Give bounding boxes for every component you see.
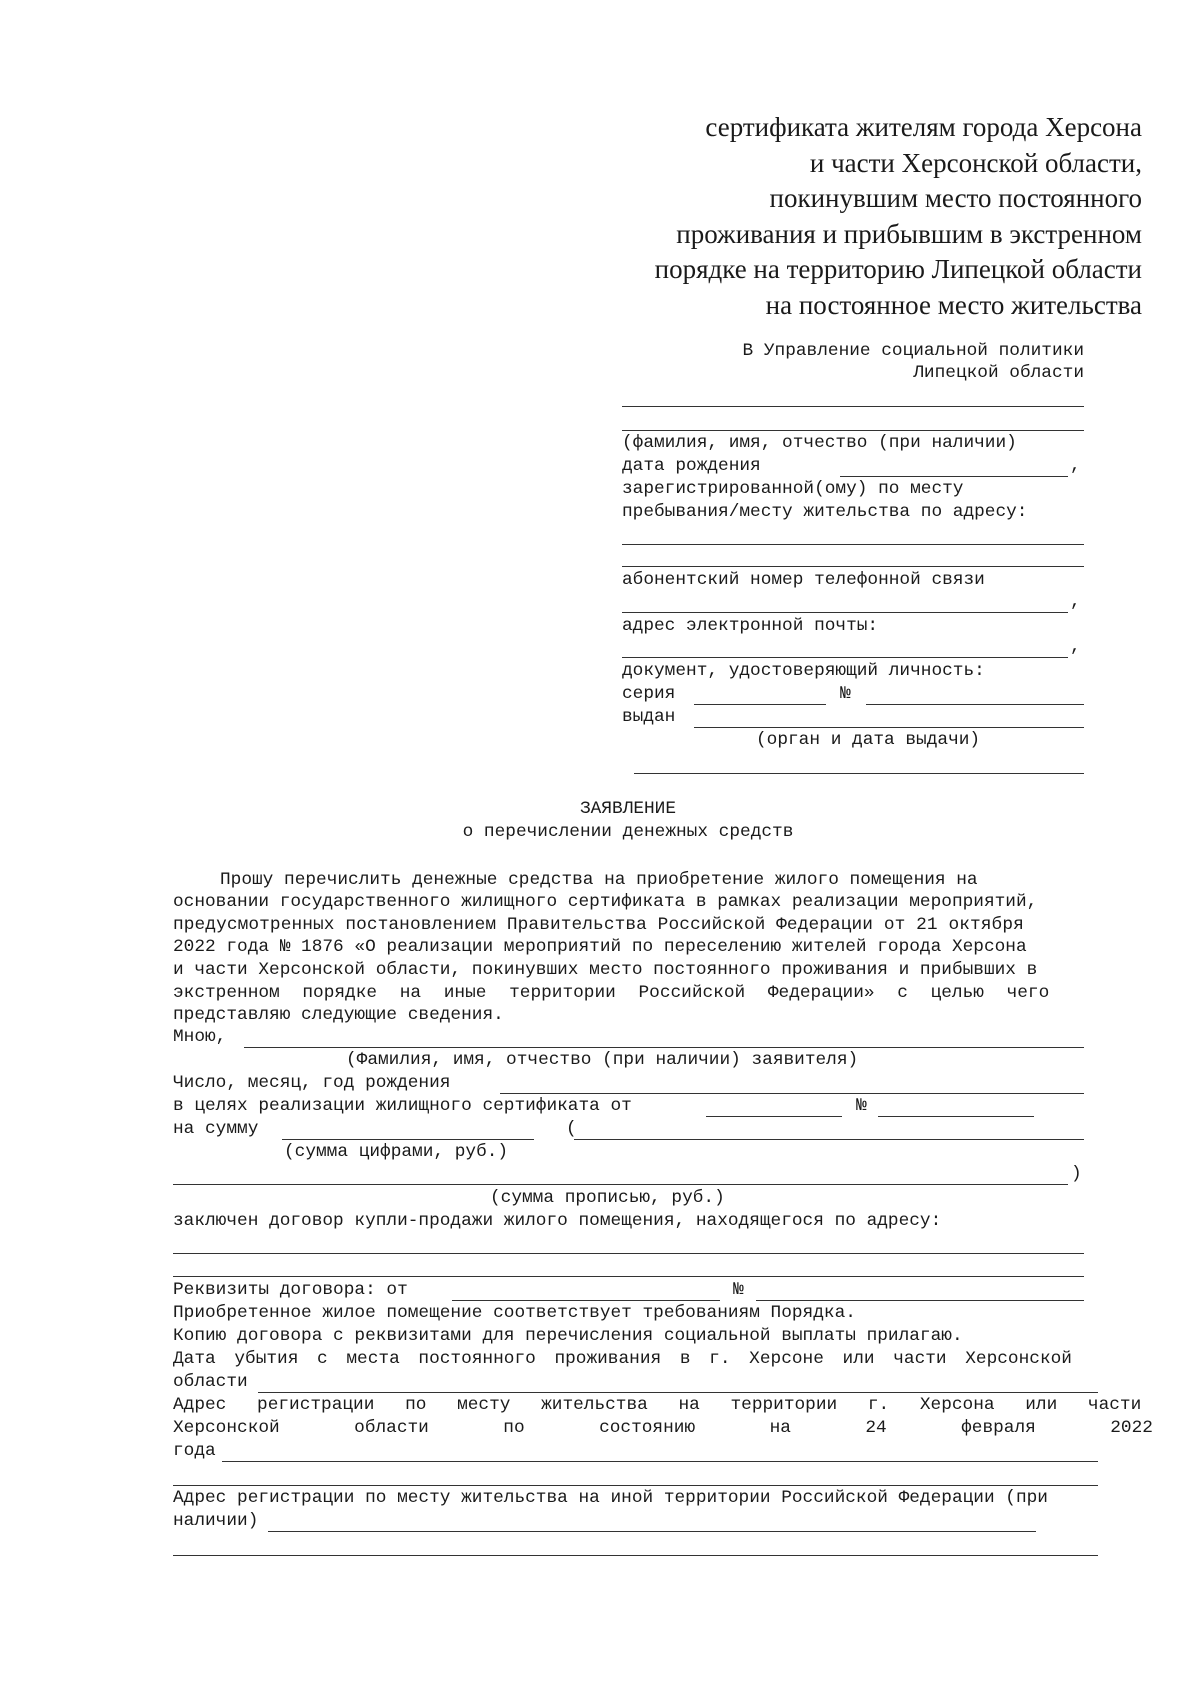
dob-label-2: Число, месяц, год рождения <box>173 1073 451 1093</box>
paragraph-line: Прошу перечислить денежные средства на приобретение жилого помещения на <box>220 870 978 890</box>
reg-other-line-2: наличии) <box>173 1511 259 1531</box>
reg-kherson-line-1: Адрес регистрации по месту жительства на территории г. Херсона или части <box>173 1395 1142 1415</box>
email-label: адрес электронной почты: <box>622 616 879 636</box>
reg-other-line-1: Адрес регистрации по месту жительства на иной территории Российской Федерации (при <box>173 1488 1048 1508</box>
departure-line-2: области <box>173 1372 248 1392</box>
contract-date-field[interactable] <box>452 1300 720 1301</box>
sum-digits-field[interactable] <box>282 1139 534 1140</box>
addressee-line-2: Липецкой области <box>913 363 1084 383</box>
document-subtitle: о перечислении денежных средств <box>462 822 794 842</box>
number-sign: № <box>840 684 851 704</box>
document-title: ЗАЯВЛЕНИЕ <box>579 799 677 819</box>
sum-label: на сумму <box>173 1119 259 1139</box>
sum-digits-hint: (сумма цифрами, руб.) <box>284 1142 509 1162</box>
registered-label: зарегистрированной(ому) по месту <box>622 479 964 499</box>
cert-number-field[interactable] <box>878 1116 1034 1117</box>
reg-kherson-field[interactable] <box>222 1461 1098 1462</box>
contract-address-line-2[interactable] <box>173 1276 1084 1277</box>
number-field[interactable] <box>866 704 1084 705</box>
paragraph-line: и части Херсонской области, покинувших место постоянного проживания и прибывших в <box>173 960 1038 980</box>
paragraph-line: основании государственного жилищного сертификата в рамках реализации мероприятий, <box>173 892 1038 912</box>
mnoyu-label: Мною, <box>173 1027 227 1047</box>
fio-line-2[interactable] <box>622 430 1084 431</box>
phone-label: абонентский номер телефонной связи <box>622 570 985 590</box>
word: состоянию <box>599 1418 696 1438</box>
paragraph-line: представляю следующие сведения. <box>173 1005 504 1025</box>
header-line: и части Херсонской области, <box>809 147 1142 178</box>
email-field[interactable] <box>622 657 1068 658</box>
paragraph-line: экстренном порядке на иные территории Российской Федерации» с целью чего <box>173 983 1050 1003</box>
document-header <box>522 110 1142 323</box>
fio-line-1[interactable] <box>622 406 1084 407</box>
series-label: серия <box>622 684 676 704</box>
sum-words-field[interactable] <box>574 1139 1084 1140</box>
word: февраля <box>961 1418 1036 1438</box>
number-sign: № <box>733 1280 744 1300</box>
sum-words-field-2[interactable] <box>173 1184 1068 1185</box>
complies-text: Приобретенное жилое помещение соответствует требованиям Порядка. <box>173 1303 856 1323</box>
contract-number-field[interactable] <box>756 1300 1084 1301</box>
departure-field[interactable] <box>258 1392 1098 1393</box>
reg-other-field-2[interactable] <box>173 1555 1098 1556</box>
fio-hint: (фамилия, имя, отчество (при наличии) <box>622 433 1017 453</box>
departure-line-1: Дата убытия с места постоянного проживания в г. Херсоне или части Херсонской <box>173 1349 1072 1369</box>
dob-label: дата рождения <box>622 456 761 476</box>
dob-field[interactable] <box>840 476 1068 477</box>
stay-label: пребывания/месту жительства по адресу: <box>622 502 1028 522</box>
word: Херсонской <box>173 1418 280 1438</box>
reg-kherson-line-2 <box>173 1417 1153 1439</box>
address-line-1[interactable] <box>622 544 1084 545</box>
header-line: на постоянное место жительства <box>765 289 1142 320</box>
id-doc-label: документ, удостоверяющий личность: <box>622 661 985 681</box>
dob-field-2[interactable] <box>500 1093 1084 1094</box>
cert-date-field[interactable] <box>706 1116 842 1117</box>
issued-field-2[interactable] <box>634 773 1084 774</box>
applicant-field[interactable] <box>244 1047 1084 1048</box>
word: 2022 <box>1110 1418 1153 1438</box>
issued-label: выдан <box>622 707 676 727</box>
contract-address-label: заключен договор купли-продажи жилого помещения, находящегося по адресу: <box>173 1211 942 1231</box>
contract-address-line-1[interactable] <box>173 1253 1084 1254</box>
paragraph-line: предусмотренных постановлением Правительства Российской Федерации от 21 октября <box>173 915 1024 935</box>
applicant-hint: (Фамилия, имя, отчество (при наличии) заявителя) <box>346 1050 859 1070</box>
address-line-2[interactable] <box>622 566 1084 567</box>
issued-field[interactable] <box>694 727 1084 728</box>
comma: , <box>1070 637 1081 657</box>
phone-field[interactable] <box>622 612 1068 613</box>
comma: , <box>1070 592 1081 612</box>
word: на <box>769 1418 791 1438</box>
addressee-line-1: В Управление социальной политики <box>742 341 1084 361</box>
series-field[interactable] <box>694 704 826 705</box>
header-line: проживания и прибывшим в экстренном <box>676 218 1142 249</box>
word: по <box>503 1418 525 1438</box>
header-line: покинувшим место постоянного <box>769 183 1142 213</box>
open-paren: ( <box>566 1119 577 1139</box>
paragraph-line: 2022 года № 1876 «О реализации мероприятий по переселению жителей города Херсона <box>173 937 1027 957</box>
word: области <box>354 1418 429 1438</box>
comma: , <box>1070 456 1081 476</box>
number-sign: № <box>856 1096 867 1116</box>
header-line: сертификата жителям города Херсона <box>705 112 1142 142</box>
reg-kherson-line-3: года <box>173 1441 216 1461</box>
issued-hint: (орган и дата выдачи) <box>756 730 981 750</box>
copy-attached-text: Копию договора с реквизитами для перечисления социальной выплаты прилагаю. <box>173 1326 963 1346</box>
contract-requisites-label: Реквизиты договора: от <box>173 1280 408 1300</box>
reg-other-field[interactable] <box>268 1531 1036 1532</box>
close-paren: ) <box>1071 1164 1082 1184</box>
sum-words-hint: (сумма прописью, руб.) <box>490 1188 725 1208</box>
reg-kherson-field-2[interactable] <box>173 1485 1098 1486</box>
header-line: порядке на территорию Липецкой области <box>654 254 1142 284</box>
word: 24 <box>865 1418 887 1438</box>
cert-label: в целях реализации жилищного сертификата от <box>173 1096 632 1116</box>
